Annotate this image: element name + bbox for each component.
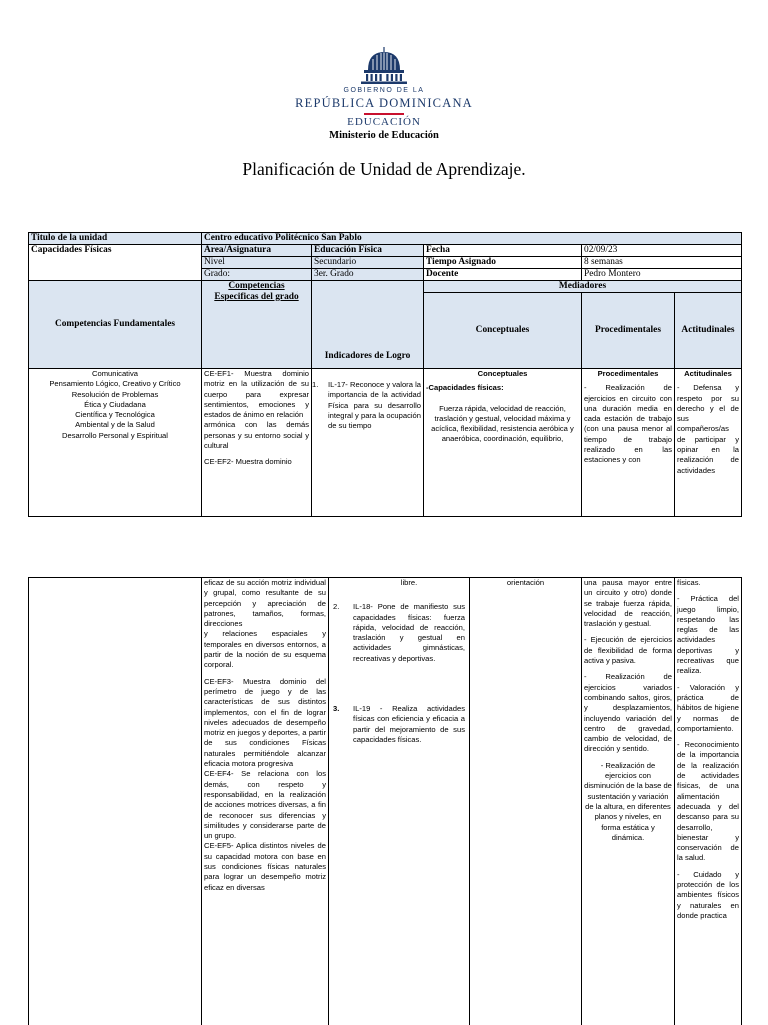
subject-value: Educación Física: [312, 245, 424, 257]
list-item: Ética y Ciudadana: [31, 400, 199, 410]
list-item: Científica y Tecnológica: [31, 410, 199, 420]
time-value: 8 semanas: [582, 257, 742, 269]
unit-title-value: Capacidades Físicas: [29, 245, 202, 281]
indicador-3-text: IL-19 - Realiza actividades físicas con eficiencia y eficacia a partir del mejoramiento de sus capacidades físicas.: [353, 704, 465, 744]
actitudinales-item: - Práctica del juego limpio, respetando las reglas de las actividades deportivas y recreativas que realiza.: [677, 594, 739, 676]
government-name-line1: GOBIERNO DE LA: [284, 87, 484, 94]
procedimentales-head: Procedimentales: [584, 369, 672, 379]
conceptuales-cell: [424, 369, 582, 517]
header-divider: [364, 113, 404, 115]
actitudinales-head: Actitudinales: [677, 369, 739, 379]
planning-table: [28, 232, 742, 517]
date-value: 02/09/23: [582, 245, 742, 257]
government-dome-emblem-icon: [356, 46, 412, 86]
page-title: Planificación de Unidad de Aprendizaje.: [0, 159, 768, 180]
list-item: Desarrollo Personal y Espiritual: [31, 431, 199, 441]
actitudinales-item: - Valoración y práctica de hábitos de higiene y normas de comportamiento.: [677, 683, 739, 734]
conceptuales-text: orientación: [472, 578, 579, 588]
procedimentales-item: - Realización de ejercicios variados combinando saltos, giros, y desplazamientos, incluyendo variación del centro de gravedad, cambio de velocidad, de dirección y sentido.: [584, 672, 672, 754]
header-conceptuales: Conceptuales: [424, 293, 582, 369]
especificas-ef2: CE-EF2- Muestra dominio: [204, 457, 309, 467]
especificas-ef4: CE-EF4- Se relaciona con los demás, con respeto y responsabilidad, en la realización de acciones motrices diversas, a fin de reconocer sus diferencias y similitudes y considerarse parte de un grupo.: [204, 769, 326, 841]
planning-table-continuation: [28, 577, 742, 1025]
actitudinales-item: físicas.: [677, 578, 739, 588]
actitudinales-text: - Defensa y respeto por su derecho y el de sus compañeros/as de participar y opinar en la realización de actividades: [677, 383, 739, 476]
procedimentales-item: - Realización de ejercicios con disminución de la base de sustentación y variación de la altura, en diferentes planos y niveles, en forma estática y dinámica.: [584, 761, 672, 843]
time-label: Tiempo Asignado: [424, 257, 582, 269]
indicador-1: [328, 380, 421, 431]
fundamentales-cell-empty: [29, 578, 202, 1025]
education-label: EDUCACIÓN: [284, 116, 484, 128]
header-procedimentales: Procedimentales: [582, 293, 675, 369]
indicador-3: [353, 704, 465, 745]
procedimentales-text: - Realización de ejercicios en circuito con una duración media en cada estación de trabajo (con una pausa menor al tiempo de trabajo realizado en las estaciones y con: [584, 383, 672, 465]
ministry-label: Ministerio de Educación: [284, 130, 484, 141]
procedimentales-item: - Ejecución de ejercicios de flexibilidad de forma activa y pasiva.: [584, 635, 672, 666]
school-name: Centro educativo Politécnico San Pablo: [202, 233, 742, 245]
conceptuales-head: Conceptuales: [426, 369, 579, 379]
list-item: Comunicativa: [31, 369, 199, 379]
actitudinales-cell: [675, 578, 742, 1025]
actitudinales-cell: [675, 369, 742, 517]
level-value: Secundario: [312, 257, 424, 269]
header-competencias-especificas-line1: Competencias: [228, 281, 284, 291]
grade-label: Grado:: [202, 269, 312, 281]
header-actitudinales: Actitudinales: [675, 293, 742, 369]
list-item: Resolución de Problemas: [31, 390, 199, 400]
government-name-line2: REPÚBLICA DOMINICANA: [284, 96, 484, 111]
date-label: Fecha: [424, 245, 582, 257]
list-item: Pensamiento Lógico, Creativo y Crítico: [31, 379, 199, 389]
header-indicadores: Indicadores de Logro: [312, 281, 424, 369]
indicador-3-number: 3.: [333, 704, 353, 714]
grade-value: 3er. Grado: [312, 269, 424, 281]
especificas-ef1-b: armónica con las demás personas y su entorno social y cultural: [204, 420, 309, 451]
especificas-ef5: CE-EF5- Aplica distintos niveles de su capacidad motora con base en sus condiciones físicas naturales para lograr un desempeño motriz eficaz en diversas: [204, 841, 326, 892]
indicador-1-number: 1.: [312, 380, 328, 390]
indicador-libre: libre.: [353, 578, 465, 588]
especificas-ef2-cont: eficaz de su acción motriz individual y grupal, como resultante de su percepción y apreciación de patrones, tamaños, formas, direcciones: [204, 578, 326, 629]
especificas-ef3: CE-EF3- Muestra dominio del perímetro de juego y de las características de sus distintos implementos, con el fin de lograr niveles adecuados de desempeño motriz en juegos y deportes, a partir de sus condiciones Físicas naturales permitiéndole alcanzar eficacia motora progresiva: [204, 677, 326, 770]
indicador-2-number: 2.: [333, 602, 353, 612]
conceptuales-sub: -Capacidades físicas:: [426, 383, 579, 393]
fundamentales-list: [29, 369, 202, 517]
actitudinales-item: - Reconocimiento de la importancia de la realización de actividades físicas, de una alimentación adecuada y del descanso para su desarrollo, bienestar y conservación de la salud.: [677, 740, 739, 864]
header-competencias-fundamentales: Competencias Fundamentales: [29, 281, 202, 369]
procedimentales-cell: [582, 578, 675, 1025]
list-item: Ambiental y de la Salud: [31, 420, 199, 430]
especificas-cell: [202, 369, 312, 517]
level-label: Nivel: [202, 257, 312, 269]
unit-title-label: Titulo de la unidad: [29, 233, 202, 245]
teacher-value: Pedro Montero: [582, 269, 742, 281]
indicador-2: [353, 602, 465, 664]
header-competencias-especificas-line2: Especificas del grado: [214, 292, 298, 302]
teacher-label: Docente: [424, 269, 582, 281]
indicadores-cell: [329, 578, 470, 1025]
conceptuales-cell: [470, 578, 582, 1025]
procedimentales-cell: [582, 369, 675, 517]
especificas-ef1: CE-EF1- Muestra dominio motriz en la utilización de su cuerpo para expresar sentimientos, emociones y estados de ánimo en relación: [204, 369, 309, 420]
header-competencias-especificas: [202, 281, 312, 369]
subject-label: Area/Asignatura: [202, 245, 312, 257]
especificas-cell: [202, 578, 329, 1025]
actitudinales-item: - Cuidado y protección de los ambientes físicos y naturales en donde practica: [677, 870, 739, 921]
indicadores-cell: [312, 369, 424, 517]
indicador-1-text: IL-17- Reconoce y valora la importancia de la actividad Física para su desarrollo integral y para la ocupación de su tiempo: [328, 380, 421, 430]
procedimentales-item: una pausa mayor entre un circuito y otro) donde se trabaje fuerza rápida, velocidad de reacción, traslación y gestual.: [584, 578, 672, 629]
indicador-2-text: IL-18- Pone de manifiesto sus capacidades físicas: fuerza rápida, velocidad de reacción, traslación y gestual en actividades gimnásticas, recreativas y deportivas.: [353, 602, 465, 662]
header-mediadores: Mediadores: [424, 281, 742, 293]
especificas-ef2-cont-b: y relaciones espaciales y temporales en diversos entornos, a partir de la noción de su esquema corporal.: [204, 629, 326, 670]
conceptuales-text: Fuerza rápida, velocidad de reacción, traslación y gestual, velocidad máxima y acíclica, flexibilidad, resistencia aeróbica y anaeróbica, coordinación, equilibrio,: [426, 404, 579, 445]
